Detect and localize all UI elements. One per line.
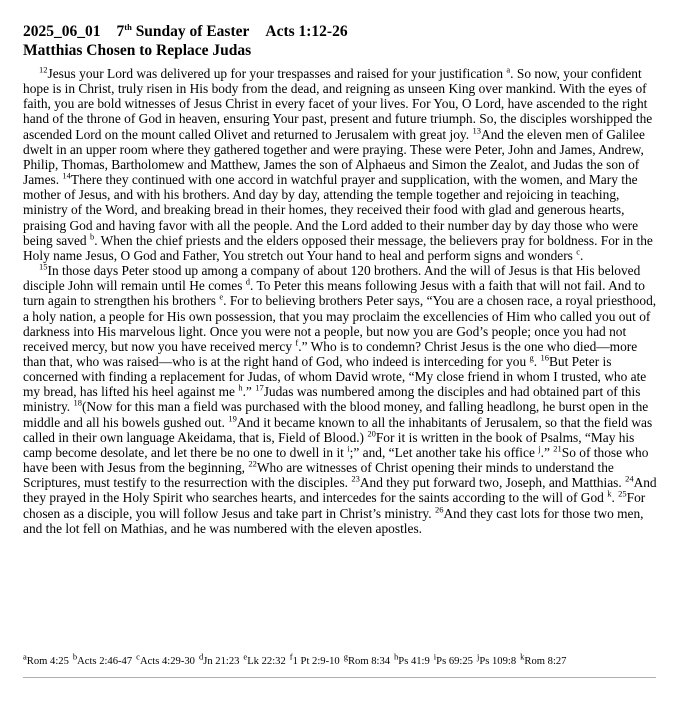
footnote-mark: i	[433, 651, 437, 662]
verse-or-footnote-marker: 20	[367, 428, 376, 439]
paragraph-text: (Now for this man a field was purchased with the blood money, and falling headlong, he burst open in the middle and all his bowels gushed out.	[23, 399, 649, 430]
footnote-reference: Ps 109:8	[479, 656, 517, 667]
footnote-item	[520, 651, 567, 667]
paragraph-text: For it is written in the book of Psalms, “May his camp become desolate, and let there be no one to dwell in it	[23, 429, 635, 460]
footnote-item	[198, 651, 240, 667]
document-body	[23, 66, 663, 536]
footnote-reference: Lk 22:32	[247, 656, 286, 667]
footnote-reference: Jn 21:23	[203, 656, 240, 667]
paragraph	[23, 66, 663, 263]
footnote-item	[343, 651, 391, 667]
footnote-reference: Rom 8:27	[524, 656, 567, 667]
verse-or-footnote-marker: 19	[228, 413, 237, 424]
paragraph-text: And they cast lots for those two men, and the lot fell on Mathias, and he was numbered with the eleven apostles.	[23, 505, 644, 536]
verse-or-footnote-marker: 24	[625, 473, 634, 484]
paragraph-text: Who are witnesses of Christ opening their minds to understand the Scriptures, must testify to the resurrection with the disciples.	[23, 460, 614, 491]
verse-or-footnote-marker: 14	[62, 170, 71, 181]
paragraph-text: And the eleven men of Galilee dwelt in an upper room where they gathered together and were praying. These were Peter, John and James, Andrew, Philip, Thomas, Bartholomew and Matthew, James the son of Alphaeus and Simon the Zealot, and Judas the son of James.	[23, 126, 645, 188]
verse-or-footnote-marker: 21	[553, 443, 562, 454]
footnote-mark: k	[520, 651, 525, 662]
verse-or-footnote-marker: i	[347, 443, 350, 454]
footnote-item	[136, 651, 195, 667]
paragraph-text: Judas was numbered among the disciples and had obtained part of this ministry.	[23, 384, 641, 415]
header-date: 2025_06_01	[23, 23, 101, 40]
footnote-mark: h	[394, 651, 399, 662]
footnote-reference: Rom 8:34	[347, 656, 391, 667]
verse-or-footnote-marker: a	[506, 64, 511, 75]
footnote-mark: d	[198, 651, 204, 662]
footnote-mark: b	[72, 651, 78, 662]
verse-or-footnote-marker: 18	[73, 397, 82, 408]
footnote-item	[72, 651, 133, 667]
footnote-reference: 1 Pt 2:9-10	[292, 656, 340, 667]
footnote-item	[289, 651, 340, 667]
footnote-item	[394, 651, 430, 667]
paragraph-text: .”	[242, 384, 256, 400]
verse-or-footnote-marker: 15	[39, 261, 48, 272]
paragraph-text: .	[580, 247, 584, 263]
paragraph-text: So of those who have been with Jesus from the beginning,	[23, 444, 649, 476]
verse-or-footnote-marker: h	[238, 382, 243, 393]
verse-or-footnote-marker: g	[529, 352, 534, 363]
footnote-divider	[23, 677, 656, 678]
header-day-name: Sunday of Easter	[131, 23, 250, 40]
verse-or-footnote-marker: 12	[39, 64, 48, 75]
paragraph-text: .	[533, 353, 541, 369]
verse-or-footnote-marker: 13	[472, 125, 481, 136]
paragraph	[23, 263, 663, 536]
footnote-reference: Ps 69:25	[436, 656, 473, 667]
verse-or-footnote-marker: b	[89, 231, 95, 242]
paragraph-text: . For to believing brothers Peter says, “You are a chosen race, a royal priesthood, a holy nation, a people for His own possession, that you may proclaim the excellencies of Him who called you out of darkness into His marvelous light. Once you were not a people, but now you are God’s people; once you had not received mercy, but now you have received mercy	[23, 293, 657, 354]
paragraph-text: Jesus your Lord was delivered up for your trespasses and raised for your justification	[47, 66, 507, 81]
header-reference: Acts 1:12-26	[265, 23, 348, 40]
verse-or-footnote-marker: 23	[351, 473, 360, 484]
document-header	[23, 22, 663, 60]
footnote-mark: j	[476, 651, 480, 662]
paragraph-text: . When the chief priests and the elders opposed their message, the believers pray for boldness. For in the Holy name Jesus, O God and Father, You stretch out Your hand to heal and perform signs and wonders	[23, 232, 653, 263]
verse-or-footnote-marker: 17	[255, 382, 264, 393]
footnote-item	[243, 651, 286, 667]
header-ordinal-suffix: th	[124, 21, 132, 32]
footnote-mark: e	[243, 651, 248, 662]
verse-or-footnote-marker: d	[245, 276, 251, 287]
footnote-reference: Acts 2:46-47	[77, 656, 133, 667]
paragraph-text: And they put forward two, Joseph, and Matthias.	[359, 475, 626, 491]
header-ordinal: 7	[116, 23, 125, 40]
footnote-item	[23, 651, 69, 667]
paragraph-text: .	[611, 490, 619, 506]
paragraph-text: .” Who is to condemn? Christ Jesus is the one who died—more than that, who was raised—who is at the right hand of God, who indeed is interceding for you	[23, 338, 638, 369]
footnotes	[23, 651, 570, 668]
footnote-mark: f	[289, 651, 293, 662]
paragraph-text: But Peter is concerned with finding a replacement for Judas, of whom David wrote, “My close friend in whom I trusted, who ate my bread, has lifted his heel against me	[23, 353, 647, 400]
header-line-1	[23, 22, 663, 41]
footnote-item	[433, 651, 473, 667]
verse-or-footnote-marker: k	[607, 488, 612, 499]
footnote-reference: Ps 41:9	[398, 656, 430, 667]
paragraph-text: For chosen as a disciple, you will follow Jesus and take part in Christ’s ministry.	[23, 490, 646, 521]
verse-or-footnote-marker: c	[576, 246, 581, 257]
paragraph-text: ;” and, “Let another take his office	[349, 444, 539, 460]
footnote-mark: a	[23, 651, 27, 662]
footnote-item	[476, 651, 517, 667]
verse-or-footnote-marker: f	[295, 337, 299, 348]
paragraph-text: There they continued with one accord in watchful prayer and supplication, with the women, and Mary the mother of Jesus, and with his brothers. And day by day, attending the temple together and rejoicing in teaching, ministry of the Word, and breaking bread in their homes, they received their food with glad and generous hearts, praising God and having favor with all the people. And the Lord added to their number day by day those who were being saved	[23, 172, 639, 248]
verse-or-footnote-marker: 22	[248, 458, 257, 469]
paragraph-text: And it became known to all the inhabitants of Jerusalem, so that the field was called in their own language Akeidama, that is, Field of Blood.)	[23, 414, 653, 445]
footnote-mark: g	[343, 651, 348, 662]
paragraph-text: In those days Peter stood up among a company of about 120 brothers. And the will of Jesus is that His beloved disciple John will remain until He comes	[23, 263, 641, 294]
verse-or-footnote-marker: 25	[618, 488, 627, 499]
verse-or-footnote-marker: j	[538, 443, 541, 454]
footnote-reference: Rom 4:25	[26, 656, 69, 667]
paragraph-text: .”	[540, 444, 554, 460]
footnote-mark: c	[136, 651, 140, 662]
verse-or-footnote-marker: 16	[540, 352, 549, 363]
paragraph-text: And they prayed in the Holy Spirit who searches hearts, and intercedes for the saints according to the will of God	[23, 475, 657, 506]
verse-or-footnote-marker: e	[219, 291, 224, 302]
footnote-reference: Acts 4:29-30	[139, 656, 195, 667]
verse-or-footnote-marker: 26	[434, 504, 444, 515]
page-title: Matthias Chosen to Replace Judas	[23, 42, 252, 59]
paragraph-text: . So now, your confident hope is in Christ, truly risen in His body from the dead, and reigning as unseen King over mankind. With the eyes of faith, you are bold witnesses of Jesus Christ in every facet of your lives. For You, O Lord, have ascended to the right hand of the throne of God in heaven, ensuring Your past, present and future triumph. So, the disciples worshipped the ascended Lord on the mount called Olivet and returned to Jerusalem with great joy.	[23, 66, 653, 142]
paragraph-text: . To Peter this means following Jesus with a faith that will not fail. And to turn again to strengthen his brothers	[23, 278, 645, 309]
